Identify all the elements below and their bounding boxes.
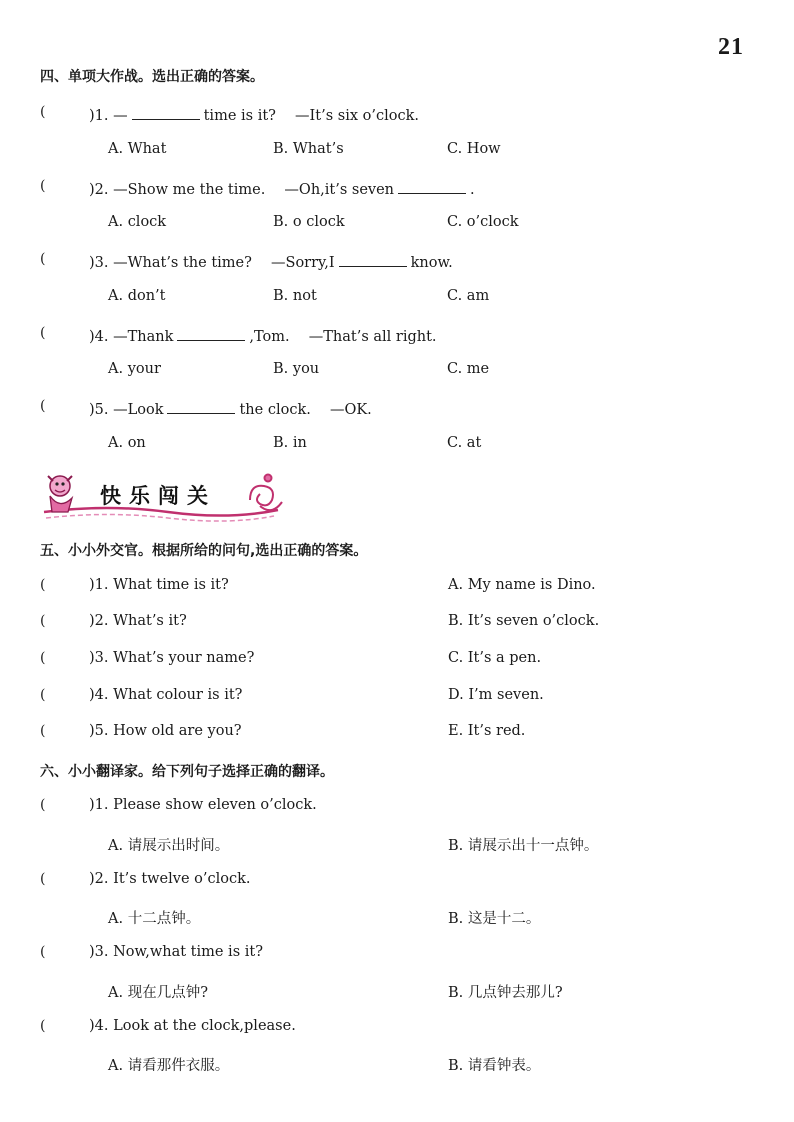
answer-blank — [167, 399, 235, 414]
option-c: C. o’clock — [447, 214, 519, 230]
option-b: B. 请展示出十一点钟。 — [448, 838, 599, 854]
cartoon-character-icon — [48, 476, 72, 512]
option-a: A. 请展示出时间。 — [108, 838, 230, 854]
question-5-2: )2. What’s it? — [89, 613, 187, 629]
answer-option: C. It’s a pen. — [448, 650, 542, 666]
option-a: A. don’t — [108, 288, 166, 304]
question-6-2: )2. It’s twelve o’clock. — [89, 871, 251, 887]
option-a: A. 十二点钟。 — [108, 911, 201, 927]
question-5-5: )5. How old are you? — [89, 723, 242, 739]
question-4-5: )5. —Look the clock. —OK. — [89, 398, 372, 419]
answer-paren: ( — [40, 613, 46, 629]
answer-option: A. My name is Dino. — [448, 577, 596, 593]
option-b: B. you — [273, 361, 320, 377]
answer-paren: ( — [40, 650, 46, 666]
option-c: C. at — [447, 435, 482, 451]
answer-paren: ( — [40, 944, 46, 960]
answer-paren: ( — [40, 687, 46, 703]
answer-paren: ( — [40, 104, 46, 120]
answer-blank — [398, 179, 466, 194]
answer-paren: ( — [40, 1018, 46, 1034]
answer-paren: ( — [40, 178, 46, 194]
answer-blank — [132, 105, 200, 120]
question-4-2: )2. —Show me the time. —Oh,it’s seven . — [89, 178, 475, 199]
banner-title: 快乐闯关 — [100, 484, 216, 508]
answer-paren: ( — [40, 723, 46, 739]
answer-paren: ( — [40, 251, 46, 267]
page-number: 21 — [718, 34, 744, 60]
answer-option: B. It’s seven o’clock. — [448, 613, 600, 629]
section-6-title: 六、小小翻译家。给下列句子选择正确的翻译。 — [40, 764, 334, 780]
option-c: C. me — [447, 361, 490, 377]
option-c: C. am — [447, 288, 490, 304]
question-6-1: )1. Please show eleven o’clock. — [89, 797, 317, 813]
option-b: B. in — [273, 435, 307, 451]
option-a: A. 请看那件衣服。 — [108, 1058, 230, 1074]
section-5-title: 五、小小外交官。根据所给的问句,选出正确的答案。 — [40, 543, 368, 559]
section-4-title: 四、单项大作战。选出正确的答案。 — [40, 69, 264, 85]
option-a: A. your — [108, 361, 161, 377]
option-b: B. 请看钟表。 — [448, 1058, 541, 1074]
question-4-1: )1. — time is it? —It’s six o’clock. — [89, 104, 419, 125]
option-a: A. on — [108, 435, 146, 451]
question-4-3: )3. —What’s the time? —Sorry,I know. — [89, 251, 453, 272]
answer-paren: ( — [40, 797, 46, 813]
option-c: C. How — [447, 141, 501, 157]
option-b: B. 这是十二。 — [448, 911, 541, 927]
answer-option: E. It’s red. — [448, 723, 526, 739]
answer-paren: ( — [40, 871, 46, 887]
option-b: B. What’s — [273, 141, 344, 157]
answer-option: D. I’m seven. — [448, 687, 544, 703]
question-5-1: )1. What time is it? — [89, 577, 229, 593]
question-4-4: )4. —Thank ,Tom. —That’s all right. — [89, 325, 437, 346]
swirl-ornament-icon — [250, 475, 282, 511]
question-5-4: )4. What colour is it? — [89, 687, 243, 703]
question-5-3: )3. What’s your name? — [89, 650, 255, 666]
answer-paren: ( — [40, 325, 46, 341]
option-b: B. o clock — [273, 214, 345, 230]
option-b: B. not — [273, 288, 317, 304]
option-a: A. clock — [108, 214, 167, 230]
question-6-4: )4. Look at the clock,please. — [89, 1018, 296, 1034]
answer-paren: ( — [40, 577, 46, 593]
option-a: A. 现在几点钟? — [108, 985, 208, 1001]
answer-blank — [339, 252, 407, 267]
answer-paren: ( — [40, 398, 46, 414]
option-a: A. What — [108, 141, 167, 157]
question-6-3: )3. Now,what time is it? — [89, 944, 263, 960]
option-b: B. 几点钟去那儿? — [448, 985, 563, 1001]
answer-blank — [177, 326, 245, 341]
